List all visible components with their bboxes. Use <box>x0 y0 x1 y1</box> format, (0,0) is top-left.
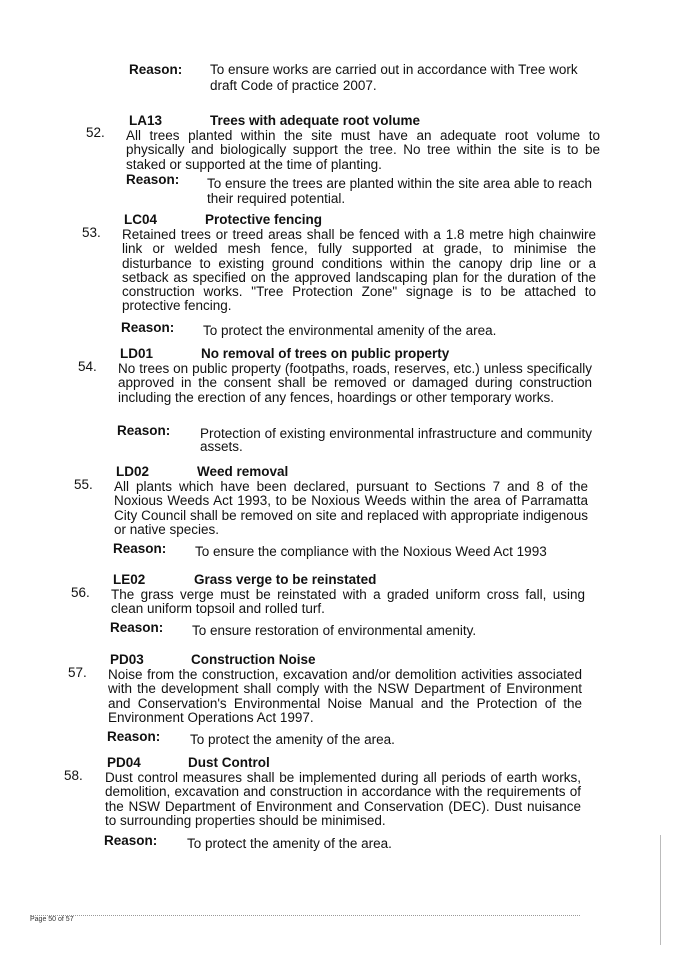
reason-text: To protect the amenity of the area. <box>190 732 395 747</box>
intro-reason <box>0 62 676 94</box>
reason-text: Protection of existing environmental infrastructure and community assets. <box>200 426 592 454</box>
condition-body: All plants which have been declared, pursuant to Sections 7 and 8 of the Noxious Weeds Act 1993, to be Noxious Weeds within the area of Parramatta City Council shall be removed on site and replaced with appropriate indigenous or native species. <box>114 479 588 537</box>
condition-title: Weed removal <box>197 464 289 479</box>
condition-code: PD04 <box>107 755 141 770</box>
condition-body: Retained trees or treed areas shall be fenced with a 1.8 metre high chainwire link or welded mesh fence, fully supported at grade, to minimise the disturbance to existing ground conditions within the canopy drip line or a setback as specified on the approved landscaping plan for the duration of the construction works. "Tree Protection Zone" signage is to be attached to protective fencing. <box>122 227 596 314</box>
reason-text: To ensure works are carried out in accordance with Tree work draft Code of practice 2007. <box>210 62 578 93</box>
reason-label: Reason: <box>110 620 164 635</box>
reason-text: To protect the environmental amenity of the area. <box>203 323 497 338</box>
condition-title: Grass verge to be reinstated <box>194 572 377 587</box>
condition-code: LD01 <box>120 346 154 361</box>
condition-number: 55. <box>74 477 93 492</box>
reason-label: Reason: <box>104 833 158 848</box>
condition-reason <box>0 541 676 559</box>
condition-title: Trees with adequate root volume <box>210 113 421 128</box>
condition-code: LA13 <box>129 113 163 128</box>
condition-number: 52. <box>86 125 105 140</box>
condition-title: Dust Control <box>188 755 270 770</box>
condition-code: LE02 <box>113 572 146 587</box>
condition-code: LC04 <box>124 212 158 227</box>
reason-label: Reason: <box>129 62 183 77</box>
page-number: Page 50 of 57 <box>30 916 74 923</box>
reason-text: To ensure the trees are planted within the site area able to reach their required potential. <box>207 176 592 206</box>
condition-title: Construction Noise <box>191 652 316 667</box>
reason-label: Reason: <box>113 541 167 556</box>
scan-edge-line <box>660 835 661 945</box>
condition-reason <box>0 620 676 638</box>
reason-label: Reason: <box>117 423 171 438</box>
condition-body: No trees on public property (footpaths, roads, reserves, etc.) unless specifically approved in the consent shall be removed or damaged during construction including the erection of any fences, hoardings or other temporary works. <box>118 361 592 405</box>
condition-number: 54. <box>78 359 97 374</box>
condition-number: 57. <box>68 665 87 680</box>
condition-body: All trees planted within the site must have an adequate root volume to physically and biologically support the tree. No tree within the site is to be staked or supported at the time of planting. <box>126 128 600 172</box>
condition-code: LD02 <box>116 464 150 479</box>
condition-number: 53. <box>82 225 101 240</box>
condition-reason <box>0 320 676 338</box>
condition-number: 58. <box>64 768 83 783</box>
reason-label: Reason: <box>126 172 180 187</box>
reason-text: To ensure the compliance with the Noxious Weed Act 1993 <box>195 544 547 559</box>
reason-text: To protect the amenity of the area. <box>187 836 392 851</box>
condition-code: PD03 <box>110 652 144 667</box>
condition-body: Noise from the construction, excavation and/or demolition activities associated with the development shall comply with the NSW Department of Environment and Conservation's Environmental Noise Manual and the Protection of the Environment Operations Act 1997. <box>108 667 582 725</box>
footer-rule <box>30 915 580 916</box>
reason-label: Reason: <box>121 320 175 335</box>
condition-reason <box>0 729 676 747</box>
condition-title: Protective fencing <box>205 212 323 227</box>
reason-text: To ensure restoration of environmental amenity. <box>192 623 477 638</box>
condition-title: No removal of trees on public property <box>201 346 450 361</box>
reason-label: Reason: <box>107 729 161 744</box>
condition-reason <box>0 172 676 204</box>
condition-number: 56. <box>71 585 90 600</box>
condition-reason <box>0 833 676 851</box>
condition-body: Dust control measures shall be implemented during all periods of earth works, demolition, excavation and construction in accordance with the requirements of the NSW Department of Environment and Conservation (DEC). Dust nuisance to surrounding properties should be minimised. <box>105 770 581 828</box>
condition-body: The grass verge must be reinstated with a graded uniform cross fall, using clean uniform topsoil and rolled turf. <box>111 587 585 617</box>
condition-reason <box>0 423 676 457</box>
